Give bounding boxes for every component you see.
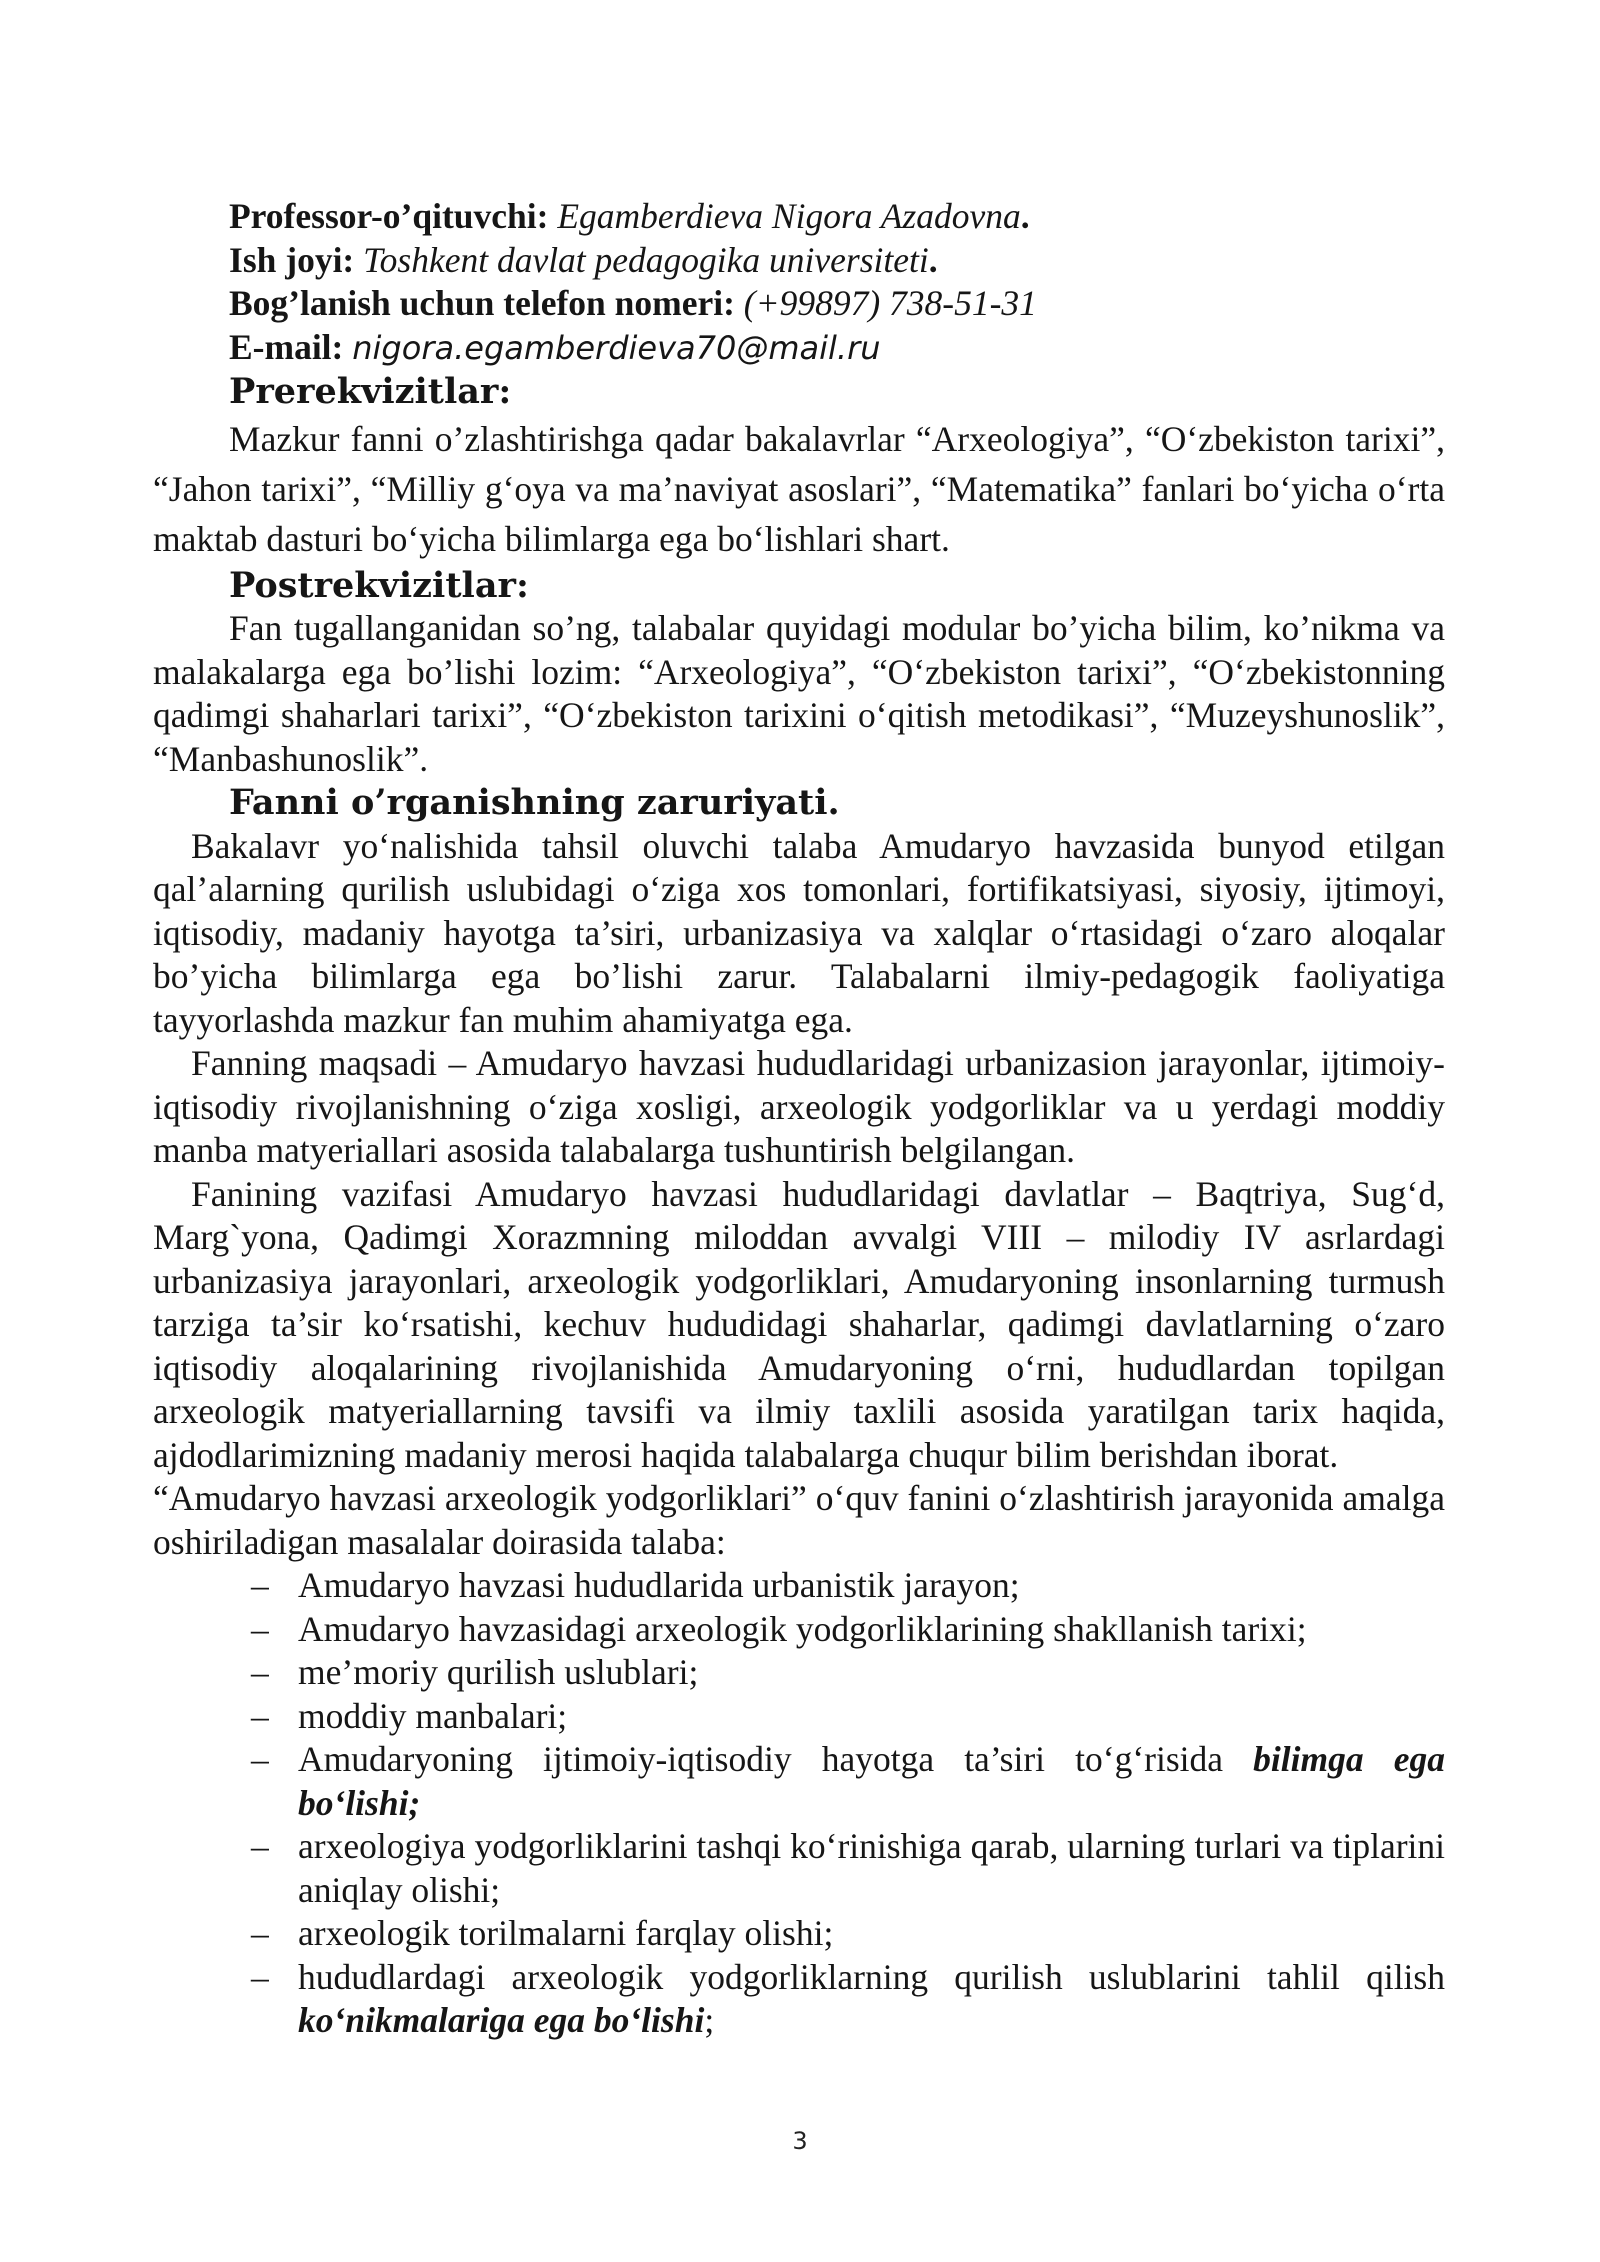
list-marker: – (251, 1826, 269, 1866)
competency-list (153, 1564, 1445, 2043)
teacher-line: Professor-o’qituvchi: Egamberdieva Nigora Azadovna. (229, 196, 1030, 236)
list-item: – Amudaryo havzasi hududlarida urbanistik jarayon; (153, 1564, 1445, 1608)
list-marker: – (251, 1608, 269, 1649)
list-item: – moddiy manbalari; (153, 1695, 1445, 1739)
list-marker: – (251, 1956, 269, 1997)
list-item: – Amudaryoning ijtimoiy-iqtisodiy hayotga ta’siri to‘g‘risida bilimga ega bo‘lishi; (251, 1739, 1445, 1823)
necessity-paragraph-3: Fanining vazifasi Amudaryo havzasi hududlaridagi davlatlar – Baqtriya, Sug‘d, Marg`yona, Qadimgi Xorazmning miloddan avvalgi VIII – milodiy IV asrlardagi urbanizasiya jarayonlari, arxeologik yodgorliklari, Amudaryoning insonlarning turmush tarziga ta’sir ko‘rsatishi, kechuv hududidagi shaharlar, qadimgi davlatlarning o‘zaro iqtisodiy aloqalarining rivojlanishida Amudaryoning o‘rni, hududlardan topilgan arxeologik matyeriallarning tavsifi va ilmiy taxlili asosida yaratilgan tarix haqida, ajdodlarimizning madaniy merosi haqida talabalarga chuqur bilim berishdan iborat. (153, 1173, 1445, 1475)
phone-line (153, 282, 1445, 326)
list-item: – me’moriy qurilish uslublari; (153, 1651, 1445, 1695)
list-item: – arxeologiya yodgorliklarini tashqi ko‘rinishiga qarab, ularning turlari va tiplarini aniqlay olishi; (251, 1826, 1445, 1910)
email-label: E-mail: (229, 326, 344, 367)
postreq-heading: Postrekvizitlar: (229, 564, 529, 606)
list-item: – arxeologik torilmalarni farqlay olishi; (153, 1912, 1445, 1956)
postreq-text: Fan tugallanganidan so’ng, talabalar quyidagi modular bo’yicha bilim, ko’nikma va malakalarga ega bo’lishi lozim: “Arxeologiya”, “O‘zbekiston tarixi”, “O‘zbekistonning qadimgi shaharlari tarixi”, “O‘zbekiston tarixini o‘qitish metodikasi”, “Muzeyshunoslik”, “Manbashunoslik”. (153, 608, 1445, 779)
list-marker: – (251, 1695, 269, 1736)
phone-label: Bog’lanish uchun telefon nomeri: (229, 283, 735, 323)
email-line (153, 326, 1445, 371)
work-label: Ish joyi: (229, 239, 355, 280)
page-content (153, 195, 1445, 2043)
list-marker: – (251, 1652, 269, 1692)
prereq-heading: Prerekvizitlar: (229, 371, 512, 412)
list-item: – hududlardagi arxeologik yodgorliklarning qurilish uslublarini tahlil qilish ko‘nikmalariga ega bo‘lishi; (251, 1956, 1445, 2040)
necessity-heading: Fanni o’rganishning zaruriyati. (229, 782, 840, 823)
page-number: 3 (792, 2127, 808, 2155)
list-marker: – (251, 1739, 269, 1779)
teacher-label: Professor-o’qituvchi: (229, 196, 549, 236)
work-place: Toshkent davlat pedagogika universiteti (363, 239, 929, 280)
necessity-paragraph-2: Fanning maqsadi – Amudaryo havzasi hududlaridagi urbanizasion jarayonlar, ijtimoiy-iqtisodiy rivojlanishning o‘ziga xosligi, arxeologik yodgorliklar va u yerdagi moddiy manba matyeriallari asosida talabalarga tushuntirish belgilangan. (153, 1043, 1445, 1170)
phone-number: (+99897) 738-51-31 (743, 283, 1037, 323)
emphasis-knowledge: bilimga ega bo‘lishi; (298, 1739, 1445, 1823)
prereq-text: Mazkur fanni o’zlashtirishga qadar bakalavrlar “Arxeologiya”, “O‘zbekiston tarixi”, “Jahon tarixi”, “Milliy g‘oya va ma’naviyat asoslari”, “Matematika” fanlari bo‘yicha o‘rta maktab dasturi bo‘yicha bilimlarga ega bo‘lishlari shart. (153, 418, 1445, 559)
email-address: nigora.egamberdieva70@mail.ru (352, 328, 881, 367)
work-line: Ish joyi: Toshkent davlat pedagogika universiteti. (229, 239, 938, 280)
necessity-paragraph-1: Bakalavr yo‘nalishida tahsil oluvchi talaba Amudaryo havzasida bunyod etilgan qal’alarning qurilish uslubidagi o‘ziga xos tomonlari, fortifikatsiyasi, siyosiy, ijtimoyi, iqtisodiy, madaniy hayotga ta’siri, urbanizasiya va xalqlar o‘rtasidagi o‘zaro aloqalar bo’yicha bilimlarga ega bo’lishi zarur. Talabalarni ilmiy-pedagogik faoliyatiga tayyorlashda mazkur fan muhim ahamiyatga ega. (153, 825, 1445, 1040)
necessity-paragraph-4: “Amudaryo havzasi arxeologik yodgorliklari” o‘quv fanini o‘zlashtirish jarayonida amalga oshiriladigan masalalar doirasida talaba: (153, 1478, 1445, 1562)
emphasis-skills: ko‘nikmalariga ega bo‘lishi (298, 2000, 705, 2040)
list-item: – Amudaryo havzasidagi arxeologik yodgorliklarining shakllanish tarixi; (153, 1608, 1445, 1652)
list-marker: – (251, 1565, 269, 1605)
teacher-name: Egamberdieva Nigora Azadovna (557, 196, 1021, 236)
list-marker: – (251, 1913, 269, 1953)
